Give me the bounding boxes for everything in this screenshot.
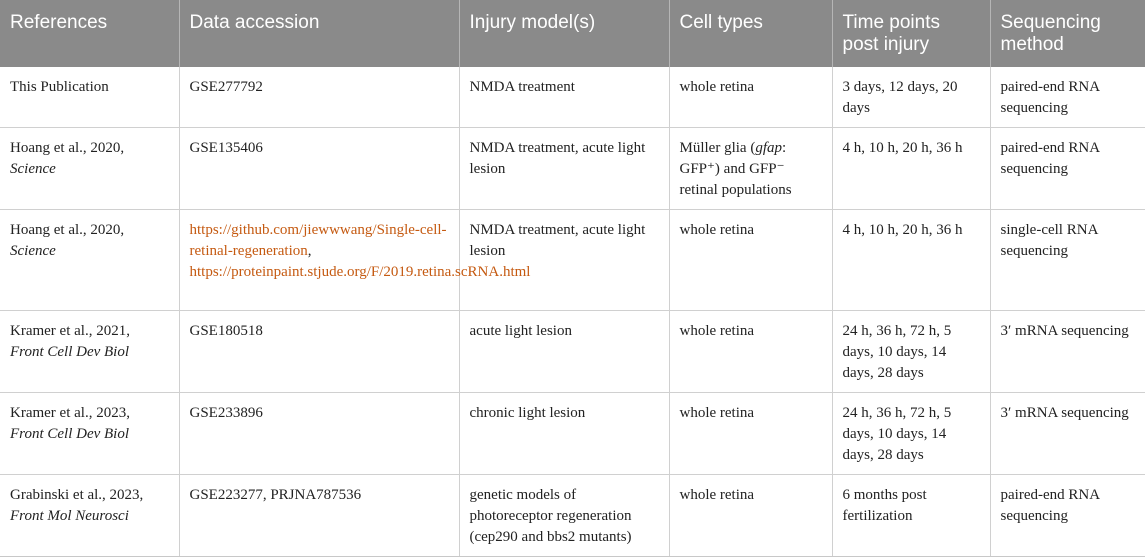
cell-injury-model: acute light lesion: [459, 311, 669, 393]
table-row: [0, 67, 1145, 128]
journal-name: Front Cell Dev Biol: [10, 344, 130, 360]
table-row: [0, 210, 1145, 311]
cell-reference: [0, 393, 179, 475]
cell-time-points: 3 days, 12 days, 20 days: [832, 67, 990, 128]
cell-cell-types: whole retina: [669, 393, 832, 475]
cell-cell-types: whole retina: [669, 67, 832, 128]
table-row: [0, 475, 1145, 557]
table-header: [0, 0, 1145, 67]
cell-injury-model: chronic light lesion: [459, 393, 669, 475]
cell-time-points: 4 h, 10 h, 20 h, 36 h: [832, 128, 990, 210]
cell-injury-model: NMDA treatment, acute light lesion: [459, 128, 669, 210]
table-row: [0, 393, 1145, 475]
reference-text: Hoang et al., 2020,: [10, 140, 125, 156]
link-separator: ,: [307, 243, 312, 259]
reference-text: Grabinski et al., 2023,: [10, 487, 144, 503]
cell-injury-model: NMDA treatment: [459, 67, 669, 128]
cell-accession: [179, 210, 531, 311]
cell-reference: [0, 128, 179, 210]
cell-types-text: : GFP⁺) and GFP⁻ retinal populations: [679, 140, 792, 198]
cell-cell-types: [669, 128, 832, 210]
cell-reference: [0, 210, 179, 311]
cell-sequencing-method: paired-end RNA sequencing: [990, 475, 1145, 557]
cell-sequencing-method: paired-end RNA sequencing: [990, 128, 1145, 210]
cell-time-points: 24 h, 36 h, 72 h, 5 days, 10 days, 14 days, 28 days: [832, 393, 990, 475]
github-link[interactable]: https://github.com/jiewwwang/Single-cell-retinal-regeneration: [189, 222, 447, 259]
header-cell-types: Cell types: [669, 0, 832, 67]
journal-name: Front Mol Neurosci: [10, 508, 129, 524]
reference-text: Kramer et al., 2021,: [10, 323, 130, 339]
cell-reference: [0, 475, 179, 557]
cell-sequencing-method: 3′ mRNA sequencing: [990, 311, 1145, 393]
gene-name: gfap: [755, 140, 782, 156]
cell-reference: [0, 67, 179, 128]
reference-text: Kramer et al., 2023,: [10, 405, 130, 421]
table-row: [0, 128, 1145, 210]
cell-accession: GSE135406: [179, 128, 459, 210]
cell-injury-model: NMDA treatment, acute light lesion: [459, 210, 669, 311]
header-time-points: Time points post injury: [832, 0, 990, 67]
journal-name: Front Cell Dev Biol: [10, 426, 130, 442]
cell-injury-model: genetic models of photoreceptor regeneration (cep290 and bbs2 mutants): [459, 475, 669, 557]
cell-reference: [0, 311, 179, 393]
proteinpaint-link[interactable]: https://proteinpaint.stjude.org/F/2019.retina.scRNA.html: [189, 264, 531, 280]
cell-cell-types: whole retina: [669, 210, 832, 311]
header-data-accession: Data accession: [179, 0, 459, 67]
header-injury-models: Injury model(s): [459, 0, 669, 67]
cell-sequencing-method: paired-end RNA sequencing: [990, 67, 1145, 128]
cell-cell-types: whole retina: [669, 475, 832, 557]
table-row: [0, 311, 1145, 393]
cell-time-points: 24 h, 36 h, 72 h, 5 days, 10 days, 14 days, 28 days: [832, 311, 990, 393]
cell-accession: GSE277792: [179, 67, 459, 128]
cell-cell-types: whole retina: [669, 311, 832, 393]
reference-text: This Publication: [10, 79, 109, 95]
cell-accession: GSE180518: [179, 311, 459, 393]
header-row: [0, 0, 1145, 67]
cell-accession: GSE223277, PRJNA787536: [179, 475, 459, 557]
journal-name: Science: [10, 243, 56, 259]
cell-types-text: Müller glia (: [679, 140, 756, 156]
cell-sequencing-method: single-cell RNA sequencing: [990, 210, 1145, 311]
header-sequencing-method: Sequencing method: [990, 0, 1145, 67]
cell-time-points: 4 h, 10 h, 20 h, 36 h: [832, 210, 990, 311]
table-body: [0, 67, 1145, 557]
cell-time-points: 6 months post fertilization: [832, 475, 990, 557]
journal-name: Science: [10, 161, 56, 177]
header-references: References: [0, 0, 179, 67]
reference-text: Hoang et al., 2020,: [10, 222, 125, 238]
cell-sequencing-method: 3′ mRNA sequencing: [990, 393, 1145, 475]
cell-accession: GSE233896: [179, 393, 459, 475]
